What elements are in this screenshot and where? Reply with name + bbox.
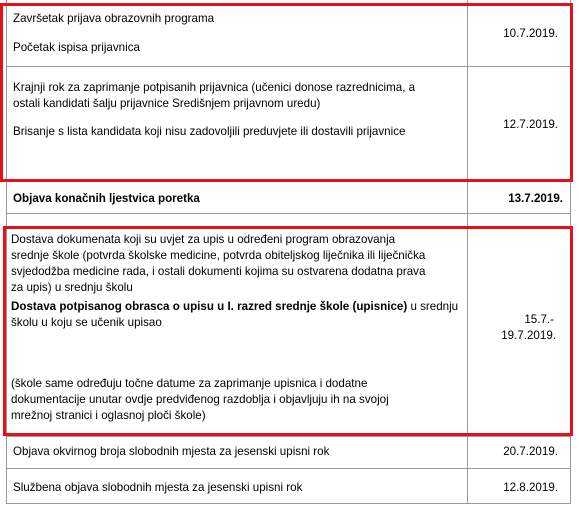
event-text: Početak ispisa prijavnica <box>13 41 140 54</box>
event-text: Dostava dokumenata koji su uvjet za upis u određeni program obrazovanja <box>11 233 396 246</box>
event-text: Objava konačnih ljestvica poretka <box>13 192 200 205</box>
event-date: 10.7.2019. <box>503 27 558 40</box>
event-date: 20.7.2019. <box>503 445 558 458</box>
row-divider <box>6 436 571 437</box>
event-date: 15.7.- <box>524 313 554 326</box>
note-text: (škole same određuju točne datume za zaprimanje upisnica i dodatne <box>11 377 368 390</box>
event-text: srednje škole (potvrda školske medicine, potvrda obiteljskog liječnika ili liječnička <box>11 249 426 262</box>
event-date: 12.7.2019. <box>503 118 558 131</box>
highlight-box <box>3 226 573 436</box>
row-divider <box>6 503 571 504</box>
row-divider <box>6 213 571 214</box>
event-date: 12.8.2019. <box>503 481 558 494</box>
event-text: svjedodžba medicine rada, i ostali dokumenti kojima su ostvarena dodatna prava <box>11 265 426 278</box>
event-text: školu u koju se učenik upisao <box>11 316 162 329</box>
event-text: u srednju <box>407 300 459 313</box>
event-text: Brisanje s lista kandidata koji nisu zadovoljili preduvjete ili dostavili prijavnice <box>13 125 406 138</box>
event-date: 13.7.2019. <box>508 192 563 205</box>
event-date: 19.7.2019. <box>501 329 556 342</box>
row-divider <box>6 468 571 469</box>
event-text: Završetak prijava obrazovnih programa <box>13 12 215 25</box>
note-text: dokumentacije unutar ovdje predviđenog razdoblja i objavljuju ih na svojoj <box>11 393 389 406</box>
note-text: mrežnoj stranici i oglasnoj ploči škole) <box>11 409 206 422</box>
highlight-box <box>0 3 573 182</box>
event-text: Službena objava slobodnih mjesta za jesenski upisni rok <box>13 481 303 494</box>
event-text-bold: Dostava potpisanog obrasca o upisu u I. razred srednje škole (upisnice) <box>11 300 408 313</box>
event-text: za upis) u srednju školu <box>11 281 133 294</box>
event-text: Objava okvirnog broja slobodnih mjesta za jesenski upisni rok <box>13 445 330 458</box>
event-text: Krajnji rok za zaprimanje potpisanih prijavnica (učenici donose razrednicima, a <box>13 81 416 94</box>
event-text: ostali kandidati šalju prijavnice Središnjem prijavnom uredu) <box>13 97 321 110</box>
